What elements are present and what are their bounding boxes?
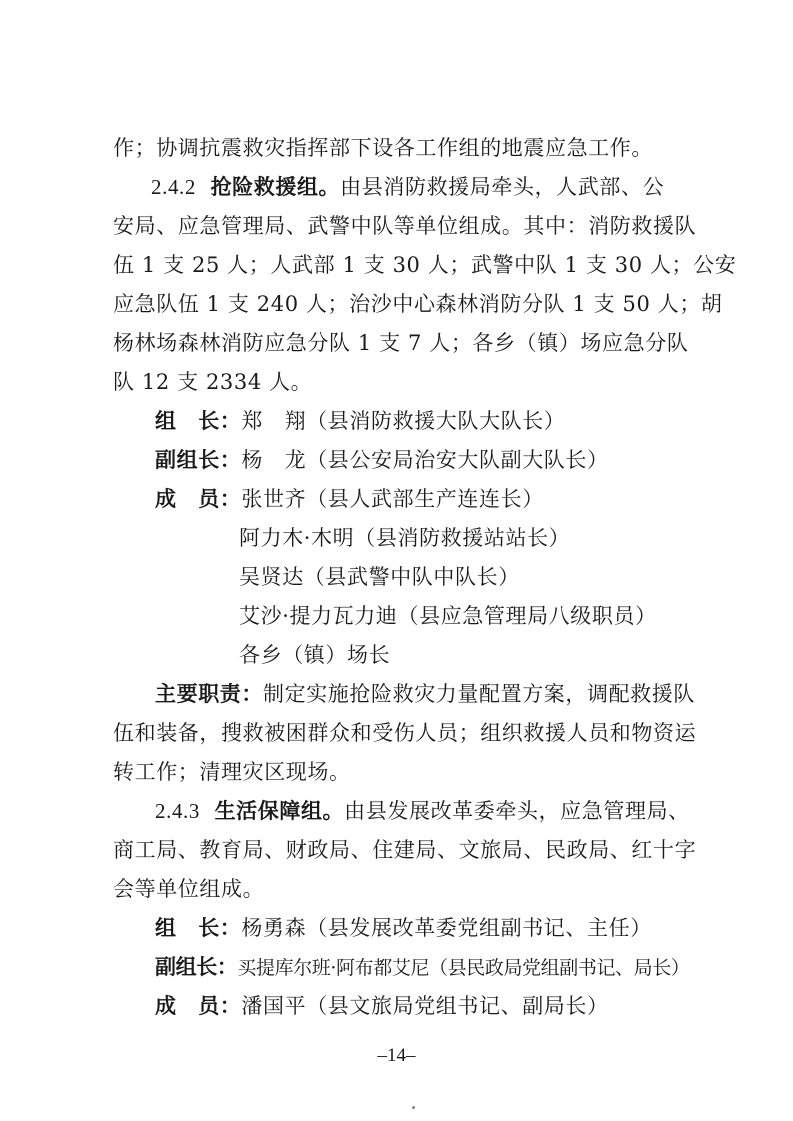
member-item: 艾沙·提力瓦力迪（县应急管理局八级职员）	[239, 604, 657, 628]
role-label: 副组长：	[155, 954, 238, 979]
text-line: 队 12 支 2334 人。	[113, 370, 313, 394]
role-value: 郑 翔（县消防救援大队大队长）	[241, 409, 566, 433]
page-number: –14–	[377, 1045, 416, 1066]
text-line: 伍 1 支 25 人；人武部 1 支 30 人；武警中队 1 支 30 人；公安	[113, 253, 737, 277]
role-value: 张世齐（县人武部生产连连长）	[241, 487, 544, 511]
deputy-leader-row	[155, 953, 705, 982]
role-value: 潘国平（县文旅局党组书记、副局长）	[241, 994, 609, 1018]
members-row	[155, 485, 698, 513]
role-label: 组 长：	[155, 915, 242, 940]
text-line: 转工作；清理灾区现场。	[113, 760, 351, 784]
text-line: 伍和装备，搜救被困群众和受伤人员；组织救援人员和物资运	[113, 721, 697, 745]
section-number: 2.4.3	[155, 799, 200, 823]
text-line: 安局、应急管理局、武警中队等单位组成。其中：消防救援队	[113, 214, 697, 238]
role-value: 买提库尔班·阿布都艾尼（县民政局党组副书记、局长）	[237, 957, 690, 979]
duties-label: 主要职责：	[155, 681, 263, 706]
text-line: 会等单位组成。	[113, 877, 265, 901]
leader-row	[155, 407, 698, 435]
section-number: 2.4.2	[151, 175, 196, 199]
role-value: 杨勇森（县发展改革委党组副书记、主任）	[241, 916, 652, 940]
role-label: 副组长：	[155, 447, 242, 472]
text-line: 杨林场森林消防应急分队 1 支 7 人；各乡（镇）场应急分队	[113, 331, 689, 355]
member-item: 吴贤达（县武警中队中队长）	[239, 565, 520, 589]
member-item: 各乡（镇）场长	[239, 643, 391, 667]
section-text: 由县消防救援局牵头，人武部、公	[340, 175, 665, 199]
section-heading-2-4-2	[151, 173, 698, 201]
members-row	[155, 992, 698, 1020]
duties-text: 制定实施抢险救灾力量配置方案，调配救援队	[263, 682, 695, 706]
section-title: 抢险救援组。	[210, 174, 341, 199]
text-line: 作；协调抗震救灾指挥部下设各工作组的地震应急工作。	[113, 136, 653, 160]
member-item: 阿力木·木明（县消防救援站站长）	[239, 526, 571, 550]
role-value: 杨 龙（县公安局治安大队副大队长）	[241, 448, 609, 472]
role-label: 成 员：	[155, 486, 242, 511]
section-text: 由县发展改革委牵头，应急管理局、	[344, 799, 690, 823]
leader-row	[155, 914, 698, 942]
text-line: 应急队伍 1 支 240 人；治沙中心森林消防分队 1 支 50 人；胡	[113, 292, 723, 316]
duties-row	[155, 680, 698, 708]
section-title: 生活保障组。	[214, 798, 345, 823]
section-heading-2-4-3	[155, 797, 698, 825]
scan-speck	[412, 1106, 415, 1109]
deputy-leader-row	[155, 446, 698, 474]
role-label: 成 员：	[155, 993, 242, 1018]
role-label: 组 长：	[155, 408, 242, 433]
text-line: 商工局、教育局、财政局、住建局、文旅局、民政局、红十字	[113, 838, 697, 862]
